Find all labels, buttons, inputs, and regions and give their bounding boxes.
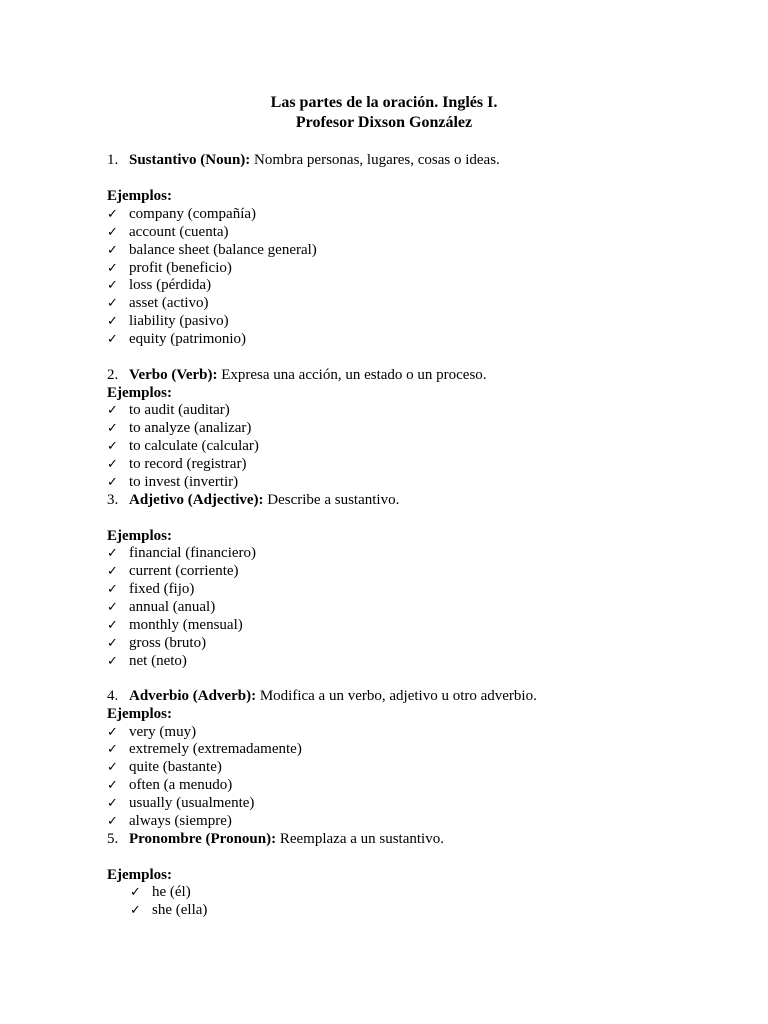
list-item (107, 223, 229, 241)
list-item (107, 259, 232, 277)
list-item (107, 330, 246, 348)
checkmark-icon: ✓ (107, 618, 118, 633)
section-definition: Describe a sustantivo. (263, 492, 400, 508)
list-item (107, 652, 187, 670)
list-item (107, 205, 256, 223)
checkmark-icon: ✓ (107, 546, 118, 561)
checkmark-icon: ✓ (107, 814, 118, 829)
list-item (107, 616, 243, 634)
section-definition: Nombra personas, lugares, cosas o ideas. (250, 152, 500, 168)
list-item (107, 634, 206, 652)
list-item (107, 294, 209, 312)
list-item-text: liability (pasivo) (129, 313, 229, 329)
list-item-text: to record (registrar) (129, 456, 247, 472)
list-item (107, 598, 215, 616)
section-definition: Modifica a un verbo, adjetivo u otro adverbio. (256, 688, 537, 704)
checkmark-icon: ✓ (107, 760, 118, 775)
list-item (107, 776, 232, 794)
list-item-text: fixed (fijo) (129, 581, 195, 597)
list-item (107, 562, 239, 580)
section-heading-pronoun (107, 830, 444, 848)
list-item (107, 812, 232, 830)
list-item (107, 241, 317, 259)
section-term: Adjetivo (Adjective): (129, 492, 264, 508)
list-item (107, 794, 254, 812)
checkmark-icon: ✓ (107, 582, 118, 597)
list-item-text: she (ella) (152, 902, 208, 918)
list-item-text: profit (beneficio) (129, 260, 232, 276)
list-item-text: current (corriente) (129, 563, 239, 579)
list-item-text: usually (usualmente) (129, 795, 255, 811)
list-item-text: gross (bruto) (129, 635, 207, 651)
list-item-text: loss (pérdida) (129, 277, 212, 293)
list-item-text: quite (bastante) (129, 759, 222, 775)
section-term: Pronombre (Pronoun): (129, 831, 277, 847)
examples-label: Ejemplos: (107, 528, 172, 544)
list-item-text: often (a menudo) (129, 777, 233, 793)
examples-label: Ejemplos: (107, 385, 172, 401)
checkmark-icon: ✓ (107, 600, 118, 615)
list-item-text: very (muy) (129, 724, 197, 740)
section-number: 3. (107, 492, 119, 508)
checkmark-icon: ✓ (107, 261, 118, 276)
checkmark-icon: ✓ (130, 903, 141, 918)
checkmark-icon: ✓ (107, 725, 118, 740)
checkmark-icon: ✓ (107, 439, 118, 454)
examples-label: Ejemplos: (107, 188, 172, 204)
list-item-text: he (él) (152, 884, 191, 900)
checkmark-icon: ✓ (107, 207, 118, 222)
list-item-text: monthly (mensual) (129, 617, 243, 633)
list-item-text: always (siempre) (129, 813, 232, 829)
section-number: 1. (107, 152, 119, 168)
section-definition: Reemplaza a un sustantivo. (276, 831, 444, 847)
list-item (107, 723, 196, 741)
checkmark-icon: ✓ (107, 475, 118, 490)
list-item (107, 455, 246, 473)
checkmark-icon: ✓ (107, 742, 118, 757)
list-item-text: to calculate (calcular) (129, 438, 259, 454)
section-heading-adverb (107, 687, 537, 705)
checkmark-icon: ✓ (107, 225, 118, 240)
list-item (107, 544, 256, 562)
list-item-text: equity (patrimonio) (129, 331, 247, 347)
checkmark-icon: ✓ (107, 332, 118, 347)
checkmark-icon: ✓ (107, 243, 118, 258)
list-item (107, 312, 229, 330)
list-item-text: account (cuenta) (129, 224, 229, 240)
list-item-text: balance sheet (balance general) (129, 242, 317, 258)
section-definition: Expresa una acción, un estado o un proceso. (217, 367, 487, 383)
checkmark-icon: ✓ (107, 796, 118, 811)
section-number: 4. (107, 688, 119, 704)
list-item (107, 437, 259, 455)
list-item (107, 401, 230, 419)
section-term: Verbo (Verb): (129, 367, 218, 383)
section-term: Adverbio (Adverb): (129, 688, 257, 704)
checkmark-icon: ✓ (107, 278, 118, 293)
checkmark-icon: ✓ (130, 885, 141, 900)
document-title: Las partes de la oración. Inglés I. (270, 94, 498, 111)
list-item (107, 473, 238, 491)
checkmark-icon: ✓ (107, 403, 118, 418)
list-item (130, 901, 207, 919)
examples-label: Ejemplos: (107, 706, 172, 722)
list-item (107, 419, 251, 437)
checkmark-icon: ✓ (107, 654, 118, 669)
list-item-text: net (neto) (129, 653, 187, 669)
list-item (107, 758, 222, 776)
list-item (107, 740, 302, 758)
checkmark-icon: ✓ (107, 564, 118, 579)
list-item-text: to invest (invertir) (129, 474, 239, 490)
checkmark-icon: ✓ (107, 296, 118, 311)
section-number: 2. (107, 367, 119, 383)
list-item (107, 580, 194, 598)
list-item (130, 883, 191, 901)
list-item-text: to analyze (analizar) (129, 420, 252, 436)
list-item-text: to audit (auditar) (129, 402, 230, 418)
list-item-text: extremely (extremadamente) (129, 741, 302, 757)
checkmark-icon: ✓ (107, 421, 118, 436)
checkmark-icon: ✓ (107, 778, 118, 793)
section-heading-verb (107, 366, 487, 384)
section-term: Sustantivo (Noun): (129, 152, 251, 168)
section-heading-adjective (107, 491, 399, 509)
checkmark-icon: ✓ (107, 636, 118, 651)
checkmark-icon: ✓ (107, 314, 118, 329)
checkmark-icon: ✓ (107, 457, 118, 472)
section-number: 5. (107, 831, 119, 847)
section-heading-noun (107, 151, 500, 169)
list-item-text: financial (financiero) (129, 545, 257, 561)
list-item-text: annual (anual) (129, 599, 216, 615)
list-item-text: company (compañía) (129, 206, 257, 222)
examples-label: Ejemplos: (107, 867, 172, 883)
list-item-text: asset (activo) (129, 295, 209, 311)
document-author: Profesor Dixson González (295, 114, 473, 131)
list-item (107, 276, 211, 294)
